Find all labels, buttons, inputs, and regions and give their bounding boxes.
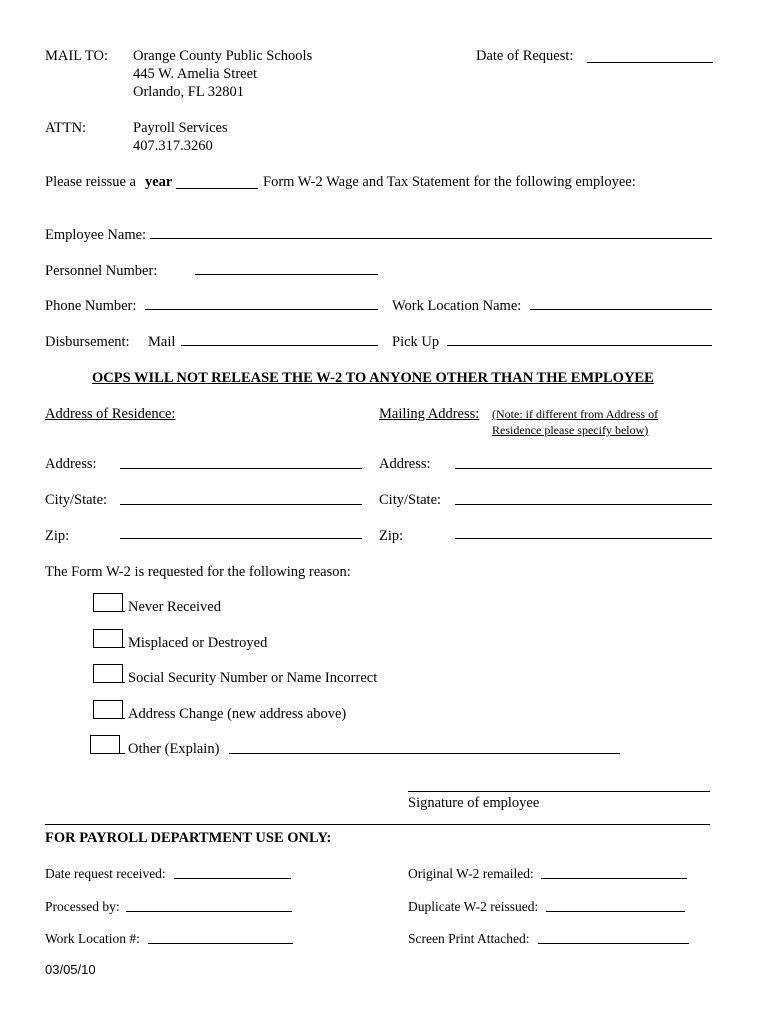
processed-by-label: Processed by: [45,899,120,914]
checkbox-underline [93,682,125,683]
attn-phone: 407.317.3260 [133,138,213,154]
reason-other: Other (Explain) [128,741,220,757]
attn-label: ATTN: [45,120,87,136]
signature-label: Signature of employee [408,795,540,811]
residence-city-field[interactable] [120,504,362,505]
other-explain-field[interactable] [229,753,620,754]
reason-never-received: Never Received [128,599,221,615]
address-line-3: Orlando, FL 32801 [133,84,245,100]
original-remailed-field[interactable] [541,878,687,879]
work-location-number-field[interactable] [148,943,293,944]
original-remailed-label: Original W-2 remailed: [408,866,534,881]
screen-print-label: Screen Print Attached: [408,931,530,946]
reason-checkbox-address-change[interactable] [93,700,123,719]
reason-checkbox-misplaced[interactable] [93,629,123,648]
disbursement-mail-label: Mail [148,334,176,350]
duplicate-reissued-label: Duplicate W-2 reissued: [408,899,539,914]
date-of-request-label: Date of Request: [476,48,574,64]
mailing-heading: Mailing Address: [379,406,480,422]
residence-city-label: City/State: [45,492,108,508]
checkbox-underline [93,611,125,612]
duplicate-reissued-field[interactable] [546,911,685,912]
checkbox-underline [93,718,125,719]
date-received-field[interactable] [174,878,291,879]
employee-name-label: Employee Name: [45,227,147,243]
personnel-number-label: Personnel Number: [45,263,158,279]
reissue-year-word: year [145,174,173,190]
mailing-city-field[interactable] [455,504,712,505]
residence-zip-label: Zip: [45,528,70,544]
address-line-1: Orange County Public Schools [133,48,313,64]
mail-to-label: MAIL TO: [45,48,108,64]
work-location-number-label: Work Location #: [45,931,140,946]
disbursement-label: Disbursement: [45,334,130,350]
work-location-name-label: Work Location Name: [392,298,522,314]
reason-checkbox-other[interactable] [90,735,120,754]
disbursement-pickup-field[interactable] [447,345,712,346]
mailing-city-label: City/State: [379,492,442,508]
reason-checkbox-ssn-incorrect[interactable] [93,664,123,683]
reason-checkbox-never-received[interactable] [93,593,123,612]
residence-heading: Address of Residence: [45,406,176,422]
signature-line[interactable] [408,791,710,792]
processed-by-field[interactable] [126,911,292,912]
residence-address-field[interactable] [120,468,362,469]
phone-number-field[interactable] [145,309,378,310]
personnel-number-field[interactable] [195,274,378,275]
section-divider [45,824,710,825]
disbursement-pickup-label: Pick Up [392,334,440,350]
reissue-suffix: Form W-2 Wage and Tax Statement for the following employee: [263,174,636,190]
date-of-request-field[interactable] [587,62,713,63]
residence-address-label: Address: [45,456,97,472]
mailing-address-label: Address: [379,456,431,472]
reason-address-change: Address Change (new address above) [128,706,347,722]
reason-ssn-incorrect: Social Security Number or Name Incorrect [128,670,378,686]
screen-print-field[interactable] [538,943,689,944]
mailing-note-line-1: (Note: if different from Address of [492,407,659,421]
mailing-zip-field[interactable] [455,538,712,539]
phone-number-label: Phone Number: [45,298,137,314]
work-location-name-field[interactable] [530,309,712,310]
year-field[interactable] [176,188,258,189]
checkbox-underline [90,753,125,754]
revision-date: 03/05/10 [45,962,96,977]
address-line-2: 445 W. Amelia Street [133,66,258,82]
mailing-address-field[interactable] [455,468,712,469]
disbursement-mail-field[interactable] [181,345,378,346]
checkbox-underline [93,647,125,648]
attn-line-1: Payroll Services [133,120,228,136]
release-warning: OCPS WILL NOT RELEASE THE W-2 TO ANYONE OTHER THAN THE EMPLOYEE [92,370,654,386]
reason-prompt: The Form W-2 is requested for the following reason: [45,564,351,580]
mailing-note-line-2: Residence please specify below) [492,423,649,437]
employee-name-field[interactable] [150,238,712,239]
payroll-heading: FOR PAYROLL DEPARTMENT USE ONLY: [45,830,332,846]
mailing-zip-label: Zip: [379,528,404,544]
reason-misplaced: Misplaced or Destroyed [128,635,268,651]
residence-zip-field[interactable] [120,538,362,539]
reissue-prefix: Please reissue a [45,174,136,190]
date-received-label: Date request received: [45,866,166,881]
